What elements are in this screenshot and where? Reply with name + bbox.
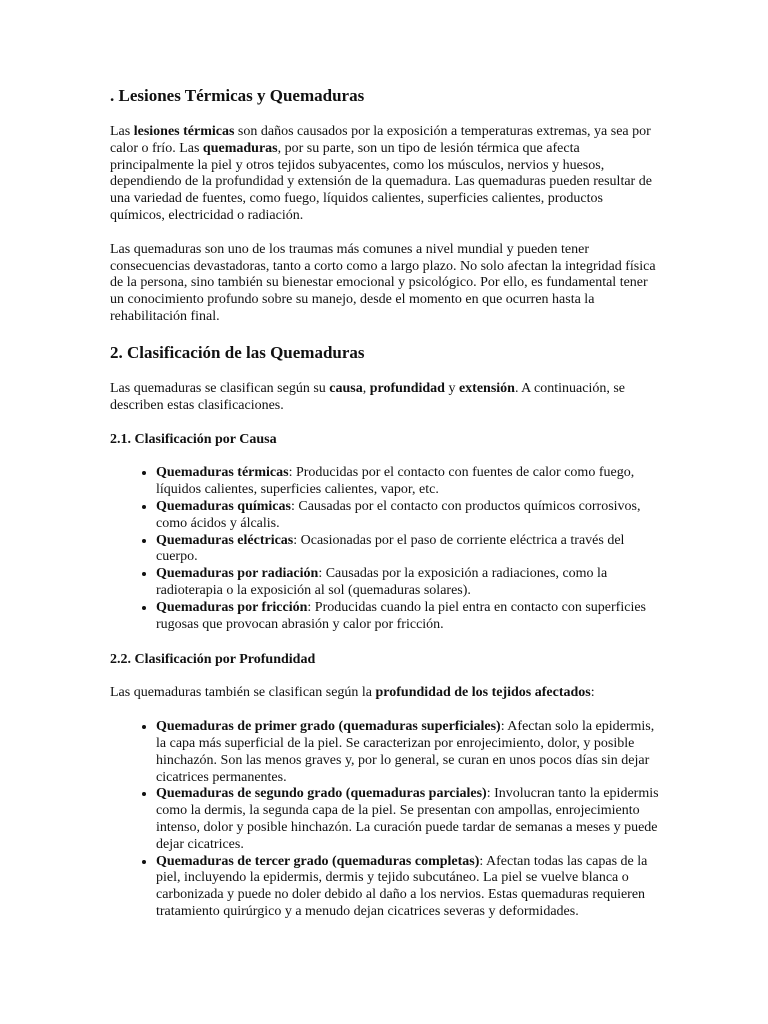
list-item: • Quemaduras de primer grado (quemaduras superficiales): Afectan solo la epidermis, la capa más superficial de la piel. Se caracterizan por enrojecimiento, dolor, y posible hinchazón. Son las menos graves y, por lo general, se curan en unos pocos días sin dejar cicatrices permanentes. <box>156 719 660 786</box>
paragraph-impact: Las quemaduras son uno de los traumas más comunes a nivel mundial y pueden tener consecuencias devastadoras, tanto a corto como a largo plazo. No solo afectan la integridad física de la persona, sino también su bienestar emocional y psicológico. Por ello, es fundamental tener un conocimiento profundo sobre su manejo, desde el momento en que ocurren hasta la rehabilitación final. <box>110 241 656 324</box>
paragraph-profundidad-intro: Las quemaduras también se clasifican según la profundidad de los tejidos afectados: <box>110 685 595 701</box>
section-title-clasificacion: 2. Clasificación de las Quemaduras <box>110 342 365 362</box>
list-item: • Quemaduras térmicas: Producidas por el contacto con fuentes de calor como fuego, líquidos calientes, superficies calientes, vapor, etc. <box>156 465 660 499</box>
document-body <box>110 86 660 939</box>
list-causa <box>110 465 660 633</box>
list-item: • Quemaduras por radiación: Causadas por la exposición a radiaciones, como la radioterapia o la exposición al sol (quemaduras solares). <box>156 566 660 600</box>
list-item: • Quemaduras por fricción: Producidas cuando la piel entra en contacto con superficies rugosas que provocan abrasión y calor por fricción. <box>156 600 660 634</box>
bold-causa: causa <box>329 380 363 396</box>
section-title-lesiones: . Lesiones Térmicas y Quemaduras <box>110 86 365 105</box>
list-item: • Quemaduras eléctricas: Ocasionadas por el paso de corriente eléctrica a través del cuerpo. <box>156 533 660 567</box>
subsection-title-causa: 2.1. Clasificación por Causa <box>110 432 277 448</box>
paragraph-definition: Las lesiones térmicas son daños causados por la exposición a temperaturas extremas, ya sea por calor o frío. Las quemaduras, por su parte, son un tipo de lesión térmica que afecta principalmente la piel y otros tejidos subyacentes, como los músculos, nervios y huesos, dependiendo de la profundidad y extensión de la quemadura. Las quemaduras pueden resultar de una variedad de fuentes, como fuego, líquidos calientes, superficies calientes, productos químicos, electricidad o radiación. <box>110 124 652 223</box>
bold-quemaduras: quemaduras <box>202 140 278 156</box>
subsection-title-profundidad: 2.2. Clasificación por Profundidad <box>110 652 316 668</box>
paragraph-clasificacion-intro: Las quemaduras se clasifican según su causa, profundidad y extensión. A continuación, se describen estas clasificaciones. <box>110 380 625 413</box>
bold-profundidad: profundidad <box>369 380 445 396</box>
bold-extension: extensión <box>458 380 515 396</box>
list-item: • Quemaduras de tercer grado (quemaduras completas): Afectan todas las capas de la piel, incluyendo la epidermis, dermis y tejido subcutáneo. La piel se vuelve blanca o carbonizada y puede no doler debido al daño a los nervios. Estas quemaduras requieren tratamiento quirúrgico y a menudo dejan cicatrices severas y deformidades. <box>156 854 660 921</box>
list-item: • Quemaduras químicas: Causadas por el contacto con productos químicos corrosivos, como ácidos y álcalis. <box>156 499 660 533</box>
bold-lesiones-termicas: lesiones térmicas <box>133 124 235 139</box>
bold-profundidad-tejidos: profundidad de los tejidos afectados <box>375 685 591 701</box>
list-item: • Quemaduras de segundo grado (quemaduras parciales): Involucran tanto la epidermis como la dermis, la segunda capa de la piel. Se presentan con ampollas, enrojecimiento intenso, dolor y posible hinchazón. La curación puede tardar de semanas a meses y puede dejar cicatrices. <box>156 786 660 853</box>
list-profundidad <box>110 719 660 921</box>
